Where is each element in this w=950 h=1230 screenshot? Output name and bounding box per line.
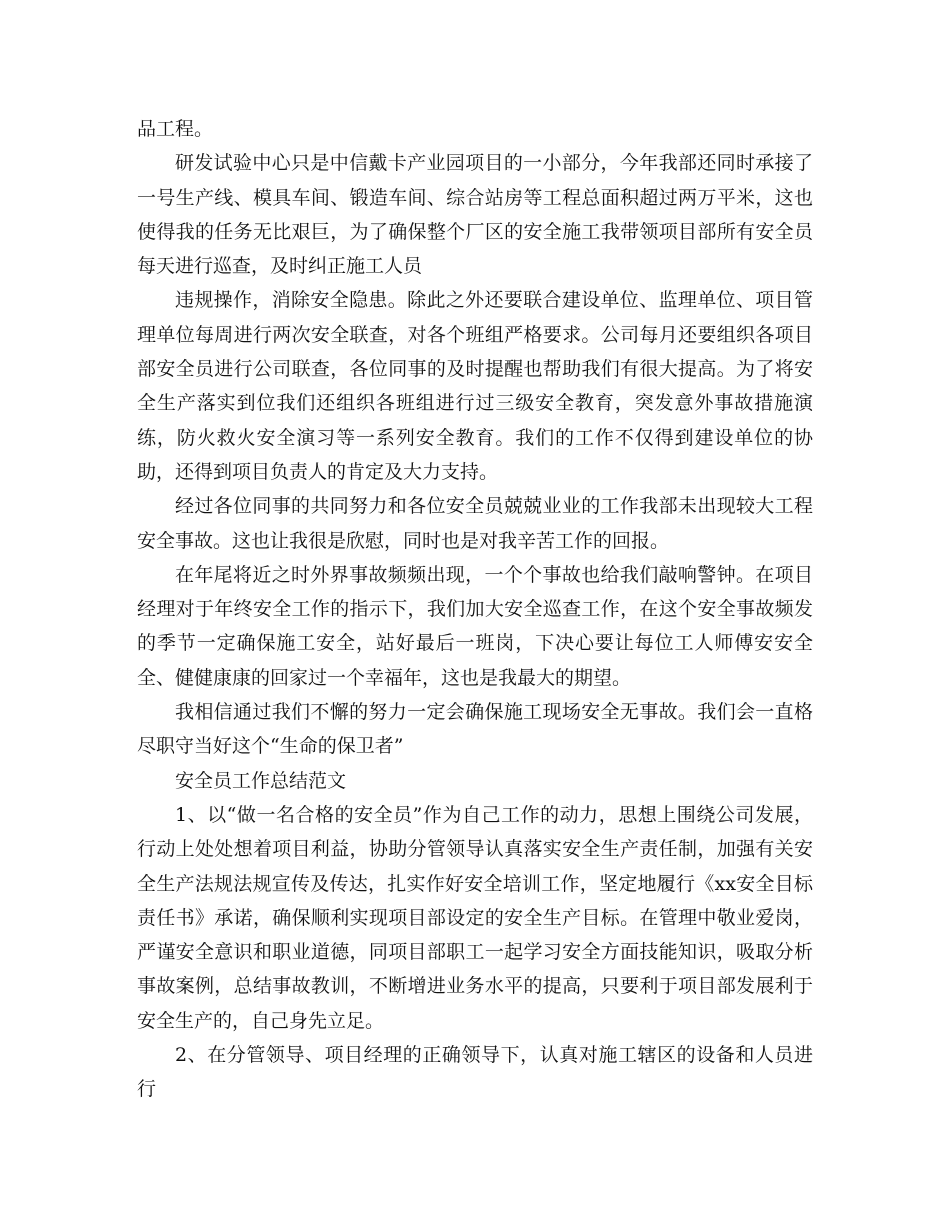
paragraph: 品工程。 <box>137 118 214 140</box>
paragraph: 违规操作，消除安全隐患。除此之外还要联合建设单位、监理单位、项目管理单位每周进行两次安全联查，对各个班组严格要求。公司每月还要组织各项目部安全员进行公司联查，各位同事的及时提醒也帮助我们有很大提高。为了将安全生产落实到位我们还组织各班组进行过三级安全教育，突发意外事故措施演练，防火救火安全演习等一系列安全教育。我们的工作不仅得到建设单位的协助，还得到项目负责人的肯定及大力支持。 <box>137 289 813 483</box>
paragraph: 经过各位同事的共同努力和各位安全员兢兢业业的工作我部未出现较大工程安全事故。这也让我很是欣慰，同时也是对我辛苦工作的回报。 <box>137 495 813 552</box>
paragraph: 1、以“做一名合格的安全员”作为自己工作的动力，思想上围绕公司发展，行动上处处想着项目利益，协助分管领导认真落实安全生产责任制，加强有关安全生产法规法规宣传及传达，扎实作好安全培训工作，坚定地履行《xx安全目标责任书》承诺，确保顺利实现项目部设定的安全生产目标。在管理中敬业爱岗，严谨安全意识和职业道德，同项目部职工一起学习安全方面技能知识，吸取分析事故案例，总结事故教训，不断增进业务水平的提高，只要利于项目部发展利于安全生产的，自己身先立足。 <box>137 803 813 1032</box>
paragraph: 我相信通过我们不懈的努力一定会确保施工现场安全无事故。我们会一直格尽职守当好这个“生命的保卫者” <box>137 701 813 758</box>
document-body <box>137 112 813 1107</box>
paragraph: 在年尾将近之时外界事故频频出现，一个个事故也给我们敲响警钟。在项目经理对于年终安全工作的指示下，我们加大安全巡查工作，在这个安全事故频发的季节一定确保施工安全，站好最后一班岗，下决心要让每位工人师傅安安全全、健健康康的回家过一个幸福年，这也是我最大的期望。 <box>137 563 813 689</box>
section-heading: 安全员工作总结范文 <box>175 769 347 792</box>
paragraph: 研发试验中心只是中信戴卡产业园项目的一小部分，今年我部还同时承接了一号生产线、模具车间、锻造车间、综合站房等工程总面积超过两万平米，这也使得我的任务无比艰巨，为了确保整个厂区的安全施工我带领项目部所有安全员每天进行巡查，及时纠正施工人员 <box>137 152 813 278</box>
paragraph: 2、在分管领导、项目经理的正确领导下，认真对施工辖区的设备和人员进行 <box>137 1044 813 1101</box>
